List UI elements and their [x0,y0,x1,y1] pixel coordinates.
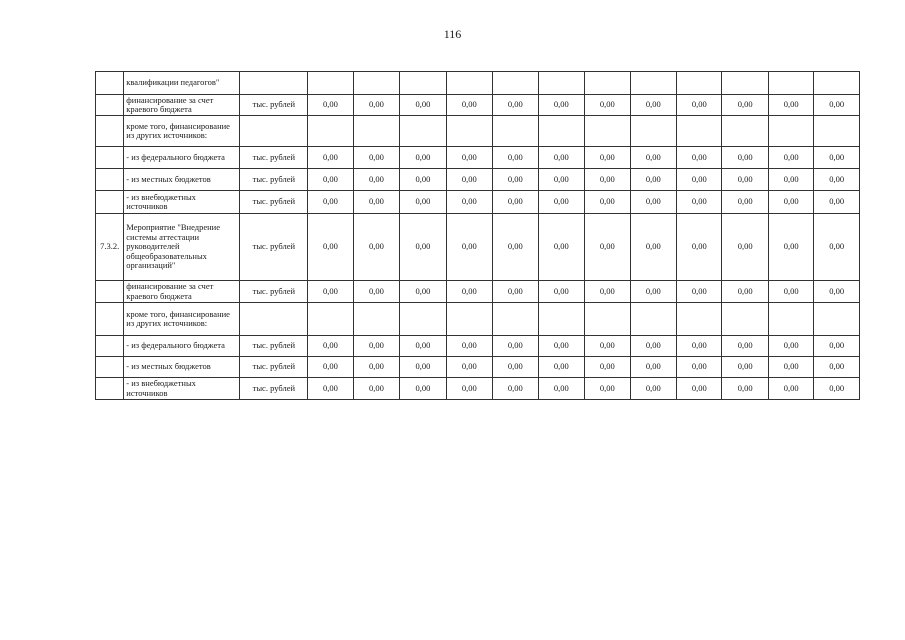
value-cell: 0,00 [585,214,630,281]
table-row [96,378,860,400]
value-cell: 0,00 [400,191,446,214]
value-cell: 0,00 [538,95,584,116]
value-cell [585,116,630,147]
value-cell: 0,00 [446,357,492,378]
row-unit: тыс. рублей [240,281,308,303]
value-cell: 0,00 [446,169,492,191]
value-cell: 0,00 [814,281,860,303]
value-cell: 0,00 [493,169,538,191]
value-cell: 0,00 [677,214,722,281]
value-cell: 0,00 [768,378,813,400]
page-number: 116 [443,27,462,41]
value-cell: 0,00 [630,147,676,169]
row-name: - из федерального бюджета [124,147,240,169]
table-row [96,303,860,336]
value-cell: 0,00 [630,214,676,281]
value-cell [814,72,860,95]
row-code [96,378,124,400]
value-cell: 0,00 [677,191,722,214]
table-row [96,95,860,116]
value-cell [585,72,630,95]
value-cell: 0,00 [446,336,492,357]
row-name: - из внебюджетных источников [124,191,240,214]
value-cell [308,303,353,336]
value-cell [538,116,584,147]
row-name: финансирование за счет краевого бюджета [124,95,240,116]
value-cell: 0,00 [630,357,676,378]
value-cell: 0,00 [814,169,860,191]
value-cell: 0,00 [353,378,399,400]
row-name: Мероприятие "Внедрение системы аттестации руководителей общеобразовательных организаций" [124,214,240,281]
value-cell: 0,00 [814,357,860,378]
value-cell: 0,00 [538,357,584,378]
value-cell: 0,00 [538,281,584,303]
value-cell [677,116,722,147]
value-cell: 0,00 [446,95,492,116]
value-cell: 0,00 [493,281,538,303]
value-cell [493,303,538,336]
value-cell: 0,00 [677,169,722,191]
value-cell: 0,00 [400,95,446,116]
row-name: - из федерального бюджета [124,336,240,357]
value-cell [353,116,399,147]
value-cell [722,72,768,95]
value-cell: 0,00 [814,214,860,281]
table-row [96,191,860,214]
value-cell: 0,00 [814,191,860,214]
table-row [96,281,860,303]
value-cell: 0,00 [722,281,768,303]
row-unit [240,303,308,336]
table-row [96,169,860,191]
row-name: финансирование за счет краевого бюджета [124,281,240,303]
row-code [96,116,124,147]
value-cell: 0,00 [493,147,538,169]
value-cell [308,72,353,95]
value-cell [630,72,676,95]
row-name: - из местных бюджетов [124,169,240,191]
value-cell [677,72,722,95]
value-cell [630,303,676,336]
value-cell: 0,00 [538,147,584,169]
row-name: - из местных бюджетов [124,357,240,378]
value-cell: 0,00 [722,147,768,169]
table-row [96,116,860,147]
value-cell: 0,00 [493,357,538,378]
value-cell: 0,00 [400,169,446,191]
row-name: - из внебюджетных источников [124,378,240,400]
row-unit: тыс. рублей [240,191,308,214]
value-cell [400,72,446,95]
value-cell: 0,00 [493,378,538,400]
value-cell [400,116,446,147]
value-cell: 0,00 [308,281,353,303]
row-unit [240,116,308,147]
budget-table [95,71,860,400]
row-unit: тыс. рублей [240,169,308,191]
value-cell [353,72,399,95]
value-cell: 0,00 [677,95,722,116]
value-cell [446,303,492,336]
value-cell: 0,00 [353,336,399,357]
value-cell: 0,00 [538,191,584,214]
row-name: кроме того, финансирование из других источников: [124,303,240,336]
table-row [96,357,860,378]
value-cell: 0,00 [446,281,492,303]
value-cell: 0,00 [630,378,676,400]
value-cell: 0,00 [585,357,630,378]
value-cell: 0,00 [308,378,353,400]
value-cell [538,72,584,95]
value-cell: 0,00 [308,357,353,378]
value-cell [814,116,860,147]
value-cell [446,72,492,95]
value-cell: 0,00 [353,147,399,169]
value-cell: 0,00 [446,214,492,281]
value-cell: 0,00 [630,191,676,214]
value-cell: 0,00 [768,357,813,378]
value-cell: 0,00 [308,214,353,281]
row-code [96,303,124,336]
row-unit: тыс. рублей [240,378,308,400]
value-cell [768,72,813,95]
value-cell: 0,00 [538,336,584,357]
row-unit: тыс. рублей [240,214,308,281]
value-cell: 0,00 [722,378,768,400]
value-cell: 0,00 [814,147,860,169]
value-cell: 0,00 [630,336,676,357]
row-unit [240,72,308,95]
value-cell: 0,00 [353,169,399,191]
row-code [96,72,124,95]
value-cell [400,303,446,336]
row-code [96,357,124,378]
value-cell: 0,00 [630,169,676,191]
value-cell [677,303,722,336]
row-unit: тыс. рублей [240,357,308,378]
value-cell: 0,00 [722,214,768,281]
value-cell: 0,00 [493,336,538,357]
value-cell: 0,00 [677,281,722,303]
value-cell: 0,00 [400,378,446,400]
value-cell: 0,00 [308,191,353,214]
value-cell [630,116,676,147]
value-cell: 0,00 [722,95,768,116]
table-row [96,336,860,357]
row-code [96,95,124,116]
row-code [96,336,124,357]
value-cell: 0,00 [538,169,584,191]
value-cell: 0,00 [400,336,446,357]
value-cell: 0,00 [493,191,538,214]
value-cell: 0,00 [308,336,353,357]
value-cell: 0,00 [585,378,630,400]
row-code [96,169,124,191]
row-code [96,147,124,169]
value-cell: 0,00 [585,95,630,116]
value-cell [493,72,538,95]
value-cell: 0,00 [308,169,353,191]
value-cell: 0,00 [446,191,492,214]
row-unit: тыс. рублей [240,95,308,116]
value-cell: 0,00 [630,95,676,116]
row-code [96,191,124,214]
value-cell [768,116,813,147]
value-cell: 0,00 [722,357,768,378]
value-cell: 0,00 [768,191,813,214]
value-cell [722,303,768,336]
value-cell: 0,00 [353,214,399,281]
value-cell: 0,00 [538,378,584,400]
value-cell: 0,00 [677,336,722,357]
value-cell: 0,00 [814,378,860,400]
table-row [96,214,860,281]
value-cell [493,116,538,147]
value-cell: 0,00 [630,281,676,303]
value-cell: 0,00 [400,281,446,303]
value-cell: 0,00 [768,147,813,169]
value-cell: 0,00 [814,336,860,357]
value-cell [446,116,492,147]
value-cell: 0,00 [768,95,813,116]
value-cell [814,303,860,336]
value-cell: 0,00 [585,281,630,303]
value-cell: 0,00 [677,147,722,169]
value-cell: 0,00 [308,147,353,169]
value-cell: 0,00 [446,378,492,400]
value-cell: 0,00 [585,336,630,357]
value-cell: 0,00 [814,95,860,116]
value-cell: 0,00 [722,169,768,191]
value-cell: 0,00 [585,191,630,214]
value-cell: 0,00 [493,95,538,116]
value-cell: 0,00 [585,169,630,191]
value-cell: 0,00 [353,357,399,378]
value-cell: 0,00 [722,336,768,357]
value-cell: 0,00 [768,281,813,303]
value-cell [722,116,768,147]
row-unit: тыс. рублей [240,336,308,357]
value-cell: 0,00 [722,191,768,214]
row-unit: тыс. рублей [240,147,308,169]
row-code [96,281,124,303]
row-name: квалификации педагогов" [124,72,240,95]
value-cell: 0,00 [768,169,813,191]
value-cell [353,303,399,336]
value-cell: 0,00 [677,378,722,400]
value-cell: 0,00 [493,214,538,281]
value-cell: 0,00 [677,357,722,378]
value-cell: 0,00 [308,95,353,116]
value-cell [768,303,813,336]
value-cell: 0,00 [768,336,813,357]
value-cell [538,303,584,336]
value-cell: 0,00 [353,191,399,214]
value-cell: 0,00 [353,281,399,303]
table-row [96,72,860,95]
value-cell: 0,00 [446,147,492,169]
value-cell: 0,00 [768,214,813,281]
value-cell [585,303,630,336]
row-code: 7.3.2. [96,214,124,281]
row-name: кроме того, финансирование из других источников: [124,116,240,147]
value-cell: 0,00 [400,214,446,281]
value-cell: 0,00 [538,214,584,281]
value-cell: 0,00 [400,357,446,378]
value-cell: 0,00 [400,147,446,169]
table-row [96,147,860,169]
value-cell: 0,00 [353,95,399,116]
value-cell: 0,00 [585,147,630,169]
value-cell [308,116,353,147]
